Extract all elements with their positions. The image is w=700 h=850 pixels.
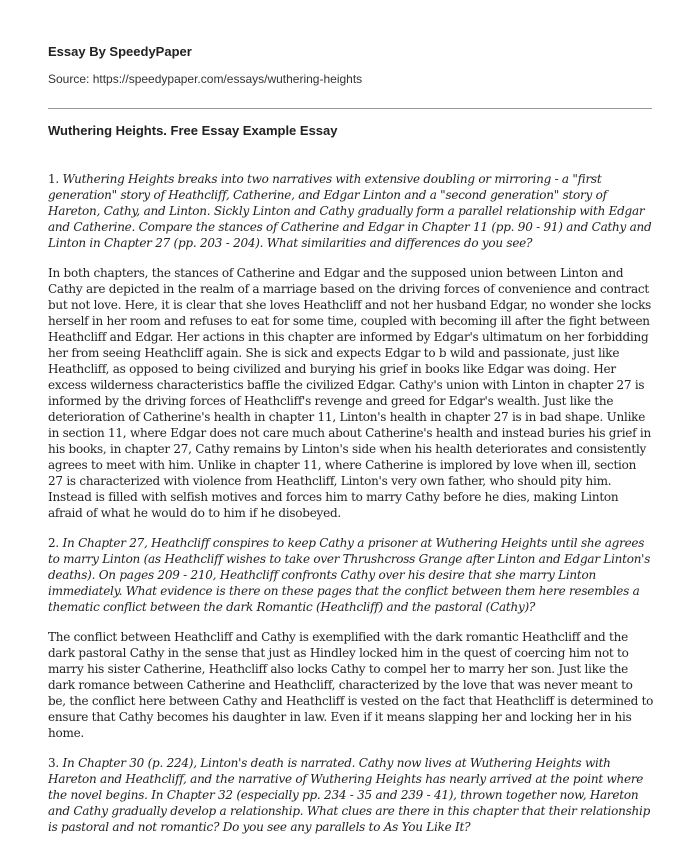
- brand-header: Essay By SpeedyPaper: [48, 44, 192, 59]
- essay-title: Wuthering Heights. Free Essay Example Essay: [48, 123, 338, 138]
- question-number: 3.: [48, 756, 59, 770]
- question-2: [48, 535, 654, 615]
- question-text: In Chapter 30 (p. 224), Linton's death is narrated. Cathy now lives at Wuthering Heights with Hareton and Heathcliff, and the narrative of Wuthering Heights has nearly arrived at the point where the novel begins. In Chapter 32 (especially pp. 234 - 35 and 239 - 41), thrown together now, Hareton and Cathy gradually develop a relationship. What clues are there in this chapter that their relationship is pastoral and not romantic? Do you see any parallels to As You Like It?: [48, 756, 650, 834]
- source-line: Source: https://speedypaper.com/essays/wuthering-heights: [48, 72, 363, 86]
- answer-2: The conflict between Heathcliff and Cathy is exemplified with the dark romantic Heathcliff and the dark pastoral Cathy in the sense that just as Hindley locked him in the quest of coercing him not to marry his sister Catherine, Heathcliff also locks Cathy to compel her to marry her son. Just like the dark romance between Catherine and Heathcliff, characterized by the love that was never meant to be, the conflict here between Cathy and Heathcliff is vested on the fact that Heathcliff is determined to ensure that Cathy becomes his daughter in law. Even if it means slapping her and locking her in his home.: [48, 630, 654, 740]
- question-text: In Chapter 27, Heathcliff conspires to keep Cathy a prisoner at Wuthering Heights until she agrees to marry Linton (as Heathcliff wishes to take over Thrushcross Grange after Linton and Edgar Linton's deaths). On pages 209 - 210, Heathcliff confronts Cathy over his desire that she marry Linton immediately. What evidence is there on these pages that the conflict between them here resembles a thematic conflict between the dark Romantic (Heathcliff) and the pastoral (Cathy)?: [48, 536, 651, 614]
- question-text: Wuthering Heights breaks into two narratives with extensive doubling or mirroring - a "first generation" story of Heathcliff, Catherine, and Edgar Linton and a "second generation" story of Hareton, Cathy, and Linton. Sickly Linton and Cathy gradually form a parallel relationship with Edgar and Catherine. Compare the stances of Catherine and Edgar in Chapter 11 (pp. 90 - 91) and Cathy and Linton in Chapter 27 (pp. 203 - 204). What similarities and differences do you see?: [48, 172, 652, 250]
- header-divider: [48, 108, 652, 109]
- answer-1: In both chapters, the stances of Catherine and Edgar and the supposed union between Linton and Cathy are depicted in the realm of a marriage based on the driving forces of convenience and contract but not love. Here, it is clear that she loves Heathcliff and not her husband Edgar, no wonder she locks herself in her room and refuses to eat for some time, coupled with becoming ill after the fight between Heathcliff and Edgar. Her actions in this chapter are informed by Edgar's ultimatum on her forbidding her from seeing Heathcliff again. She is sick and expects Edgar to b wild and passionate, just like Heathcliff, as opposed to being civilized and burying his grief in books like Edgar was doing. Her excess wilderness characteristics baffle the civilized Edgar. Cathy's union with Linton in chapter 27 is informed by the driving forces of Heathcliff's revenge and greed for Edgar's wealth. Just like the deterioration of Catherine's health in chapter 11, Linton's health in chapter 27 is in bad shape. Unlike in section 11, where Edgar does not care much about Catherine's health and instead buries his grief in his books, in chapter 27, Cathy remains by Linton's side when his health deteriorates and consistently agrees to meet with him. Unlike in chapter 11, where Catherine is implored by love when ill, section 27 is characterized with violence from Heathcliff, Linton's very own father, who should pity him. Instead is filled with selfish motives and forces him to marry Cathy before he dies, making Linton afraid of what he would do to him if he disobeyed.: [48, 266, 652, 520]
- question-3: [48, 755, 654, 835]
- question-number: 1.: [48, 172, 59, 186]
- question-number: 2.: [48, 536, 59, 550]
- question-1: [48, 171, 654, 251]
- essay-body: [48, 171, 654, 849]
